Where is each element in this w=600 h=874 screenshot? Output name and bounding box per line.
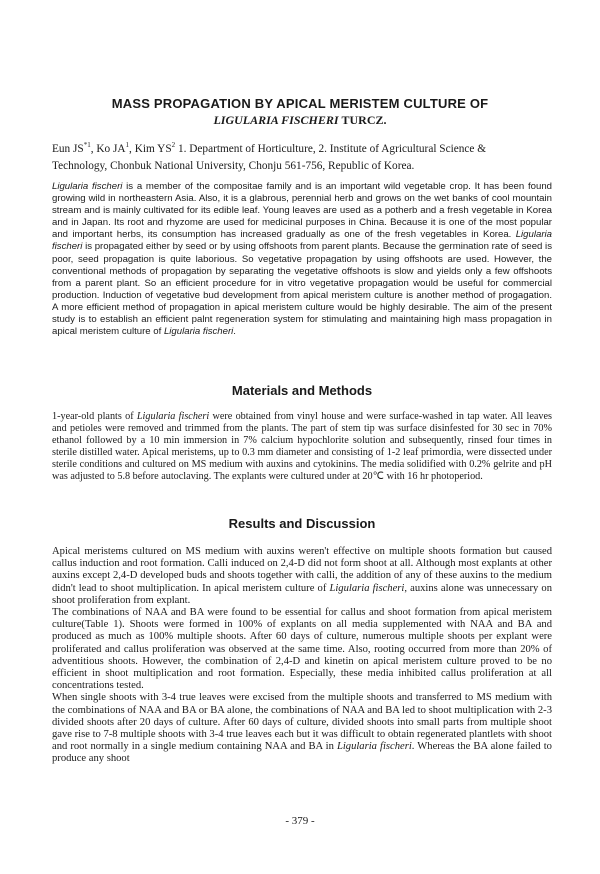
author-1-mark: *1	[83, 141, 91, 149]
species-name: Ligularia fischeri	[336, 741, 412, 753]
text-run: 1-year-old plants of	[52, 411, 137, 422]
authors-affiliations	[52, 137, 552, 175]
page-number: - 379 -	[285, 815, 315, 827]
results-heading: Results and Discussion	[228, 516, 376, 531]
species-name: Ligularia fischeri	[52, 181, 123, 192]
author-3-mark: 2	[171, 141, 176, 149]
paper-subtitle	[40, 113, 560, 128]
text-run: .	[233, 326, 236, 338]
author-2-mark: 1	[125, 141, 130, 149]
species-authority: TURCZ.	[341, 113, 387, 127]
text-run: is a member of the compositae family and is an important wild vegetable crop. It has been found growing wild in northeastern Asia. Also, it is a glabrous, perennial herb and grows on the wet banks of cool mountain stream and is mainly cultivated for its edible leaf. Young leaves are used as a potherb and a fresh vegetable in Korea and in Japan. Its root and rhyzome are used for medicinal purposes in China. Because it is one of the most popular and important herbs, its consumption has increased gradually as one of the fresh vegetables in Korea.	[52, 181, 552, 241]
author-1: Eun JS	[52, 142, 84, 155]
text-run: When single shoots with 3-4 true leaves were excised from the multiple shoots and transferred to MS medium with the combinations of NAA and BA or BA alone, the combinations of NAA and BA led to shoot multiplication with 2-3 divided shoots after 20 days of culture. After 60 days of culture, divided shoots into small parts from multiple shoot gave rise to 7-8 multiple shoots with 3-4 true leaves each but it was difficult to obtain regenerated plantlets with shoot and root normally in a single medium containing NAA and BA in	[52, 692, 552, 753]
affiliation-2: Technology, Chonbuk National University, Chonju 561-756, Republic of Korea.	[52, 159, 415, 172]
introduction-paragraph	[52, 181, 552, 338]
author-3: , Kim YS	[129, 142, 172, 155]
results-paragraph	[52, 546, 552, 766]
paper-title: MASS PROPAGATION BY APICAL MERISTEM CULTURE OF	[111, 96, 489, 111]
methods-heading: Materials and Methods	[231, 383, 373, 398]
species-name: Ligularia fischeri	[136, 411, 210, 422]
text-run: The combinations of NAA and BA were found to be essential for callus and shoot formation from apical meristem culture(Table 1). Shoots were formed in 100% of explants on all media supplemented with NAA and BA and produced as much as 100% multiple shoots. After 60 days of culture, numerous multiple shoots per explant were proliferated and callus proliferation was observed at the same time. Also, rooting occurred from more than 20% of adventitious shoots. However, the combination of 2,4-D and kinetin on apical meristem culture proved to be no efficient in shoot multiplication and root formation. Especially, these media inhibited callus proliferation at all concentrations tested.	[52, 607, 552, 692]
text-run: , auxins alone was unnecessary on shoot proliferation from explant.	[52, 582, 552, 606]
author-2: , Ko JA	[90, 142, 126, 155]
species-name: Ligularia fischeri	[329, 582, 405, 594]
text-run: were obtained from vinyl house and were surface-washed in tap water. All leaves and petioles were removed and trimmed from the plants. The part of stem tip was surface disinfested for 30 sec in 70% ethanol followed by a 10 min immersion in 7% calcium hypochlorite solution and subsequently, rinsed four times in sterile distilled water. Apical meristems, up to 0.3 mm diameter and consisting of 1-2 leaf primordia, were dissected under sterile conditions and cultured on MS medium with auxins and cytokinins. The media solidified with 0.2% gelrite and pH was adjusted to 5.8 before autoclaving. The explants were cultured under at 20℃ with 16 hr photoperiod.	[52, 411, 552, 483]
species-name: Ligularia fischeri	[52, 229, 552, 253]
methods-paragraph	[52, 411, 552, 484]
text-run: Apical meristems cultured on MS medium with auxins weren't effective on multiple shoots formation but caused callus induction and root formation. Calli induced on 2,4-D did not form shoot at all. Although most explants at other auxins except 2,4-D developed buds and shoots together with calli, the addition of any of these auxins to the medium didn't lead to shoot multiplication. In apical meristem culture of	[52, 546, 552, 594]
affiliation-1: 1. Department of Horticulture, 2. Institute of Agricultural Science &	[175, 142, 487, 155]
text-run: is propagated either by seed or by using offshoots from parent plants. Because the germination rate of seed is poor, seed propagation is quite laborious. So vegetative propagation by using offshoots are used. However, the conventional methods of propagation by separating the vegetative offshoots is slow and yields only a few offshoots from a parent plant. So an efficient procedure for in vitro vegetative propagation would be useful for commercial production. Induction of vegetative bud development from apical meristem culture is another method of progagation. A more efficient method of propagation in apical meristem culture would be highly desirable. The aim of the present study is to establish an efficient palnt regeneration system for stimulating and maintaining high mass propagation in apical meristem culture of	[52, 241, 552, 338]
species-name: LIGULARIA FISCHERI	[213, 113, 339, 127]
species-name: Ligularia fischeri	[163, 326, 234, 338]
text-run: . Whereas the BA alone failed to produce any shoot	[52, 741, 552, 765]
